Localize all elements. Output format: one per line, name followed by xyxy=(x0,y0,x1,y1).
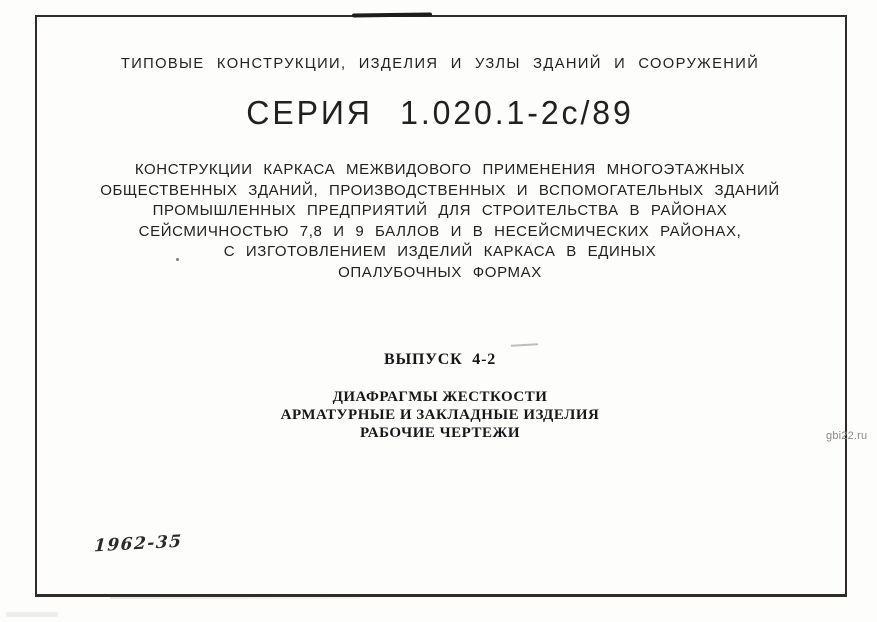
document-category-line: ТИПОВЫЕ КОНСТРУКЦИИ, ИЗДЕЛИЯ И УЗЛЫ ЗДАНИЙ И СООРУЖЕНИЙ xyxy=(120,55,760,72)
subtitle-line: АРМАТУРНЫЕ И ЗАКЛАДНЫЕ ИЗДЕЛИЯ xyxy=(280,407,600,423)
subtitle-line: РАБОЧИЕ ЧЕРТЕЖИ xyxy=(360,425,520,441)
description-line: ПРОМЫШЛЕННЫХ ПРЕДПРИЯТИЙ ДЛЯ СТРОИТЕЛЬСТВА В РАЙОНАХ xyxy=(152,202,728,219)
scan-smudge-bottom xyxy=(110,597,360,599)
issue-label: ВЫПУСК 4-2 xyxy=(383,351,497,368)
description-line: ОБЩЕСТВЕННЫХ ЗДАНИЙ, ПРОИЗВОДСТВЕННЫХ И ВСПОМОГАТЕЛЬНЫХ ЗДАНИЙ xyxy=(100,181,780,199)
handwritten-inventory-number: 1962-35 xyxy=(93,531,183,557)
subtitle-block xyxy=(37,388,843,442)
description-line: С ИЗГОТОВЛЕНИЕМ ИЗДЕЛИЙ КАРКАСА В ЕДИНЫХ xyxy=(223,243,657,260)
series-title: СЕРИЯ 1.020.1-2с/89 xyxy=(246,94,634,131)
description-line: СЕЙСМИЧНОСТЬЮ 7,8 И 9 БАЛЛОВ И В НЕСЕЙСМИЧЕСКИХ РАЙОНАХ, xyxy=(138,222,742,240)
watermark-text: gbi22.ru xyxy=(826,430,868,442)
description-line: ОПАЛУБОЧНЫХ ФОРМАХ xyxy=(338,263,542,281)
scan-smudge-corner xyxy=(6,612,58,617)
description-block xyxy=(37,160,843,283)
subtitle-line: ДИАФРАГМЫ ЖЕСТКОСТИ xyxy=(332,389,548,405)
scan-dot-artifact xyxy=(176,258,179,261)
description-line: КОНСТРУКЦИИ КАРКАСА МЕЖВИДОВОГО ПРИМЕНЕНИЯ МНОГОЭТАЖНЫХ xyxy=(134,161,746,178)
